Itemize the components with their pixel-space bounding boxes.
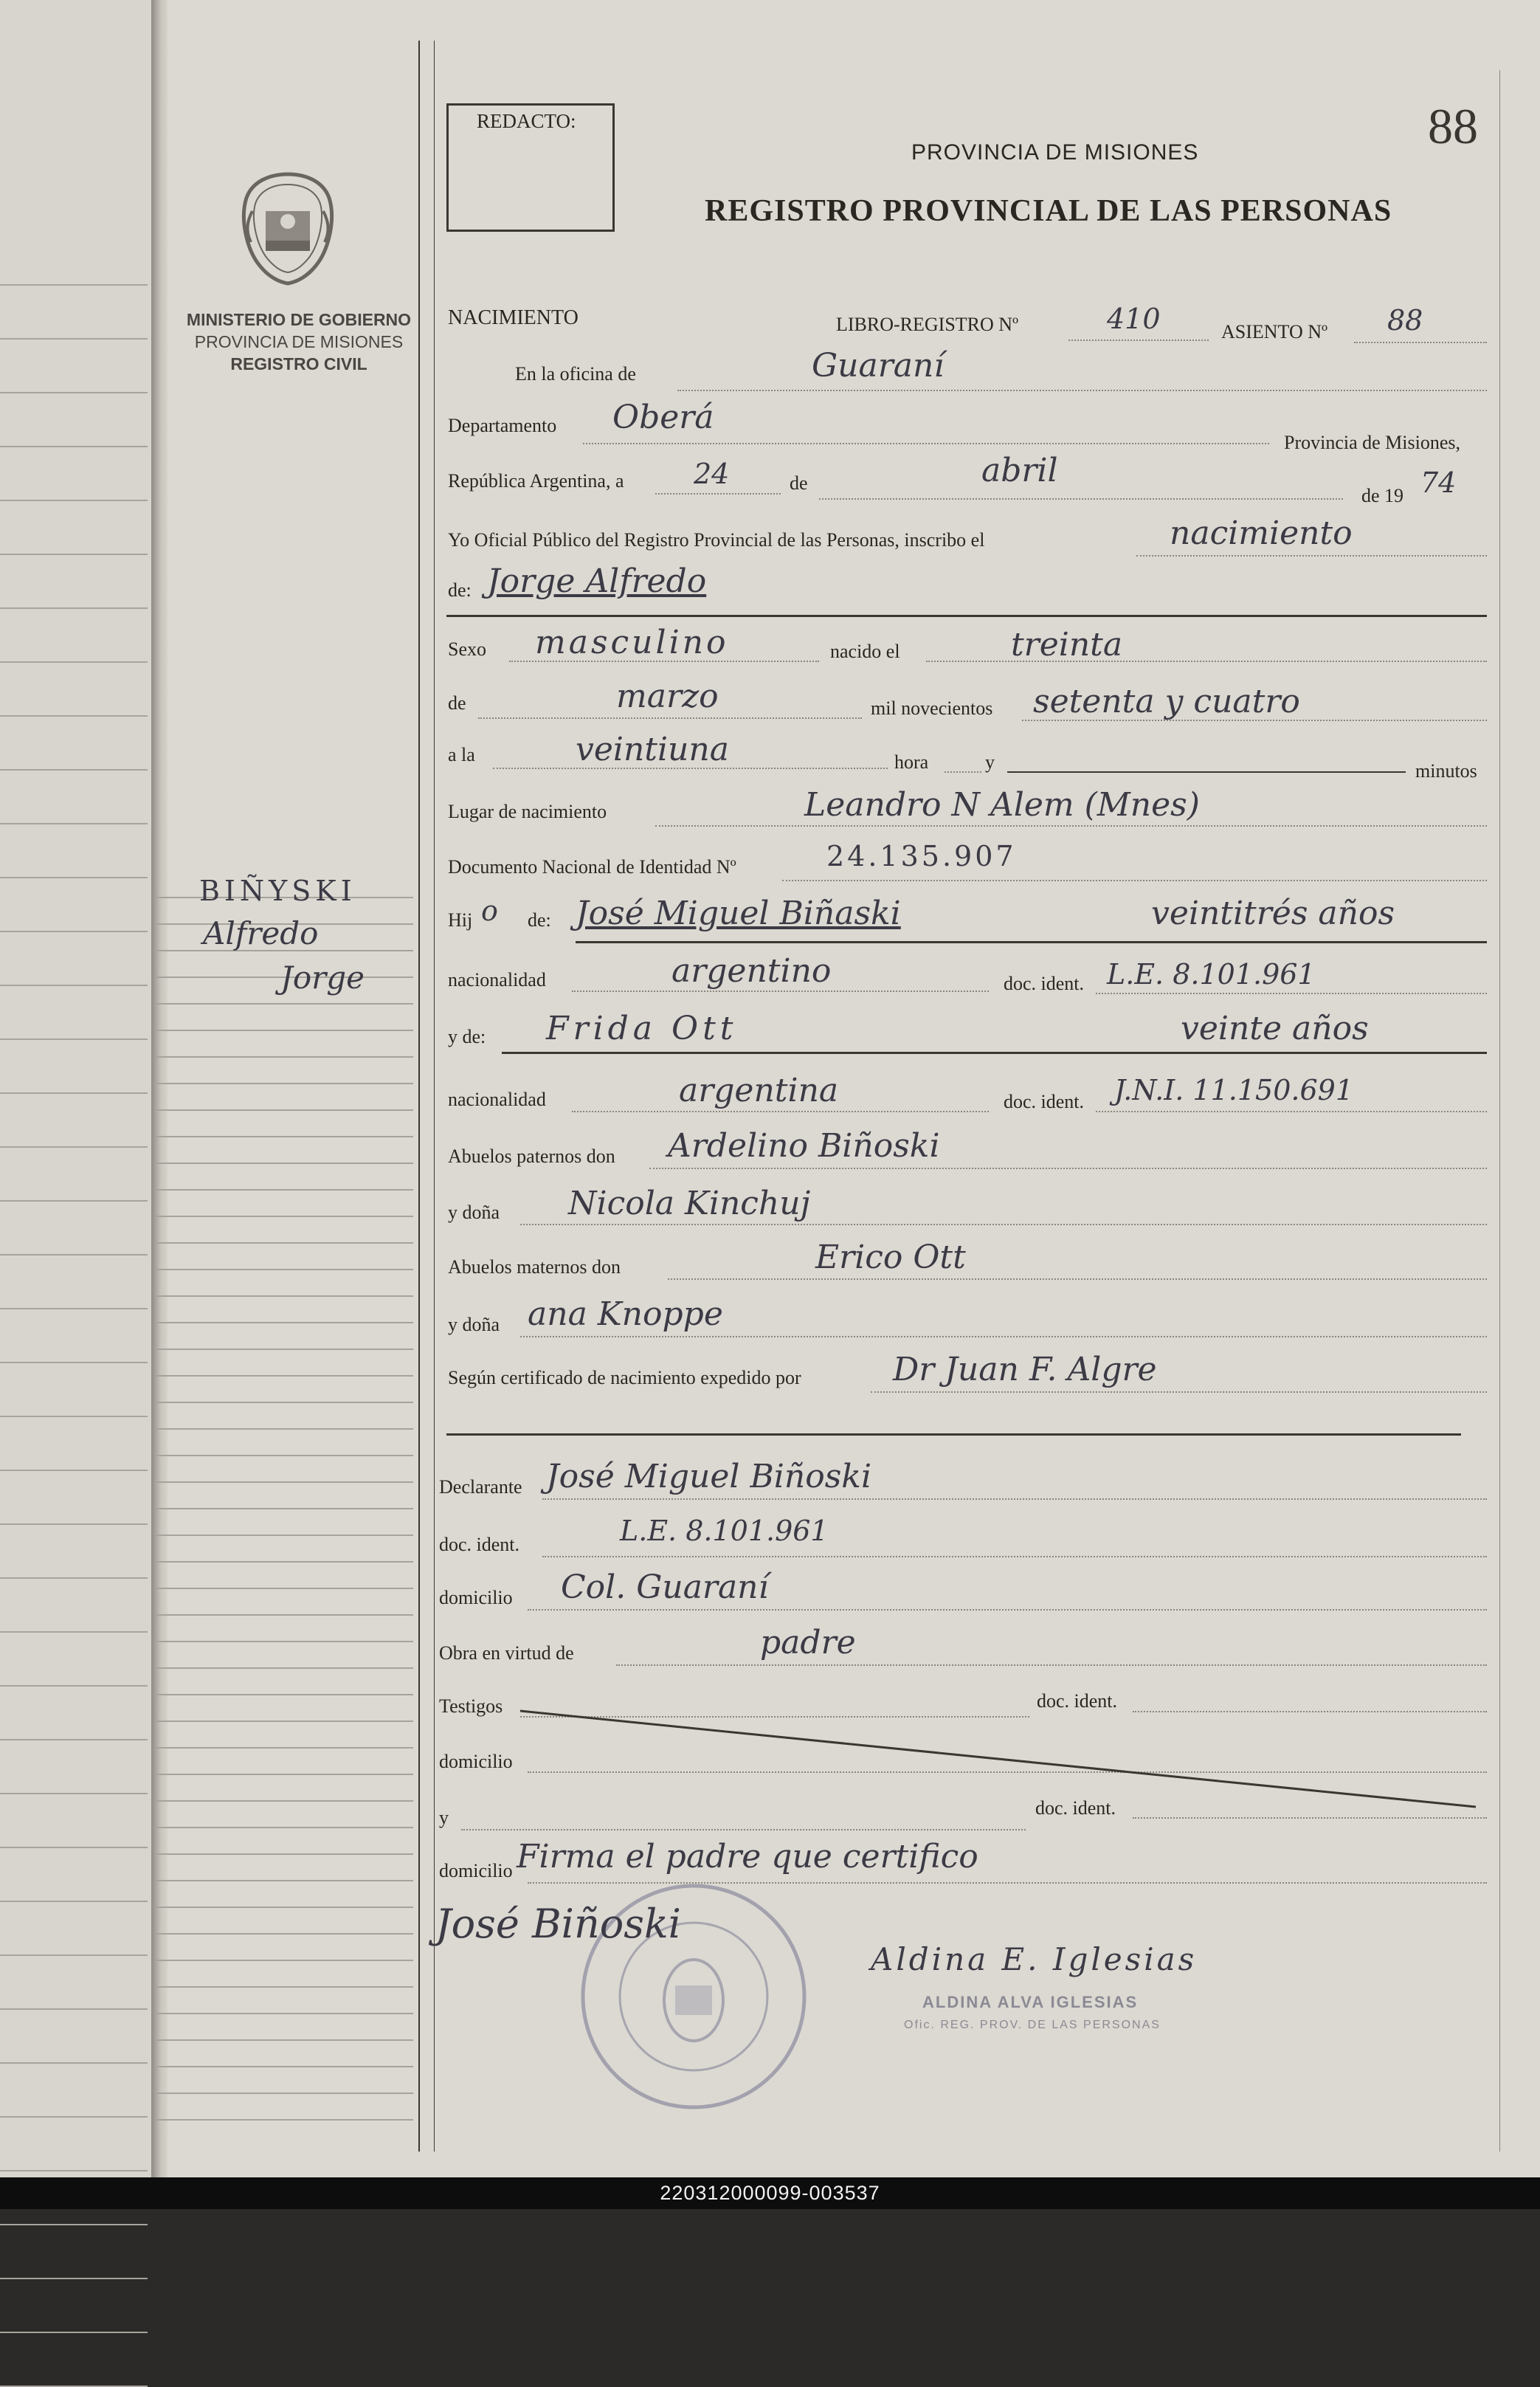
lugar-label: Lugar de nacimiento xyxy=(448,801,607,822)
y-dona-label: y doña xyxy=(448,1202,500,1223)
obra-value: padre xyxy=(760,1624,856,1661)
doc-ident-2-label: doc. ident. xyxy=(1004,1091,1085,1112)
doc-ident-label: doc. ident. xyxy=(1004,973,1085,994)
minutos-label: minutos xyxy=(1415,760,1477,782)
nacido-anio-value: setenta y cuatro xyxy=(1033,683,1300,720)
republica-label: República Argentina, a xyxy=(448,470,624,492)
nota-value: Firma el padre que certifico xyxy=(517,1838,978,1876)
margin-given-name-1: Alfredo xyxy=(203,915,319,951)
anio-value: 74 xyxy=(1420,466,1457,499)
y-2-label: y xyxy=(439,1807,449,1828)
declarante-doc-value: L.E. 8.101.961 xyxy=(620,1515,829,1547)
hijo-label: Hij xyxy=(448,909,473,931)
ministry-line-2: PROVINCIA DE MISIONES xyxy=(194,332,404,351)
domicilio-value: Col. Guaraní xyxy=(561,1568,769,1606)
padre-nac-value: argentino xyxy=(671,952,832,990)
abuelos-pat-label: Abuelos paternos don xyxy=(448,1146,615,1167)
acto-value: nacimiento xyxy=(1170,514,1353,552)
document-id: 220312000099-003537 xyxy=(660,2182,880,2204)
certificado-label: Según certificado de nacimiento expedido por xyxy=(448,1367,801,1388)
y-de-label: y de: xyxy=(448,1026,486,1047)
oficina-value: Guaraní xyxy=(812,347,945,385)
declarante-label: Declarante xyxy=(439,1476,522,1498)
sexo-label: Sexo xyxy=(448,638,486,660)
nacido-dia-value: treinta xyxy=(1011,626,1123,664)
mil-label: mil novecientos xyxy=(871,698,993,719)
oficial-label: Yo Oficial Público del Registro Provincial de las Personas, inscribo el xyxy=(448,529,985,551)
redacto-label: REDACTO: xyxy=(477,110,576,132)
margin-surname: BIÑYSKI xyxy=(199,875,356,907)
departamento-value: Oberá xyxy=(612,399,714,436)
ministry-line-1: MINISTERIO DE GOBIERNO xyxy=(186,310,412,329)
padre-edad-value: veintitrés años xyxy=(1151,895,1395,932)
domicilio-label: domicilio xyxy=(439,1587,513,1608)
certificado-value: Dr Juan F. Algre xyxy=(893,1351,1157,1388)
y-label: y xyxy=(985,751,995,773)
ministry-line-3: REGISTRO CIVIL xyxy=(230,354,367,373)
madre-doc-value: J.N.I. 11.150.691 xyxy=(1114,1074,1354,1106)
nombre-value: Jorge Alfredo xyxy=(487,562,707,600)
madre-nac-value: argentina xyxy=(679,1072,839,1109)
abuelo-mat-value: Erico Ott xyxy=(815,1239,966,1276)
madre-value: Frida Ott xyxy=(546,1010,738,1047)
y-dona-2-label: y doña xyxy=(448,1314,500,1335)
de-colon-label: de: xyxy=(448,579,472,601)
nacionalidad-2-label: nacionalidad xyxy=(448,1089,546,1110)
official-stamp-title: Ofic. REG. PROV. DE LAS PERSONAS xyxy=(904,2019,1161,2031)
domicilio-3-label: domicilio xyxy=(439,1860,513,1881)
provincia-label: Provincia de Misiones, xyxy=(1284,432,1461,453)
dni-value: 24.135.907 xyxy=(826,840,1017,872)
abuelos-mat-label: Abuelos maternos don xyxy=(448,1256,621,1278)
libro-value: 410 xyxy=(1107,303,1161,335)
abuela-pat-value: Nicola Kinchuj xyxy=(568,1185,811,1222)
mes-value: abril xyxy=(981,452,1058,489)
margin-given-name-2: Jorge xyxy=(280,960,365,996)
hijo-de-label: de: xyxy=(528,909,551,931)
nacido-mes-value: marzo xyxy=(616,678,719,715)
hijo-suffix-value: o xyxy=(481,895,498,927)
page-number: 88 xyxy=(1428,98,1478,154)
province-title: PROVINCIA DE MISIONES xyxy=(911,140,1199,165)
obra-label: Obra en virtud de xyxy=(439,1642,574,1664)
official-stamp-name: ALDINA ALVA IGLESIAS xyxy=(922,1993,1139,2011)
oficina-label: En la oficina de xyxy=(515,363,636,385)
registry-title: REGISTRO PROVINCIAL DE LAS PERSONAS xyxy=(705,194,1392,228)
madre-edad-value: veinte años xyxy=(1181,1010,1369,1047)
sexo-value: masculino xyxy=(535,624,729,661)
left-page-rule xyxy=(0,2224,148,2225)
hora-label: hora xyxy=(894,751,929,773)
hora-value: veintiuna xyxy=(576,731,729,768)
asiento-value: 88 xyxy=(1387,304,1423,337)
doc-ident-3-label: doc. ident. xyxy=(439,1534,520,1555)
left-page-rule xyxy=(0,2278,148,2279)
de2-label: de xyxy=(448,692,466,714)
asiento-label: ASIENTO Nº xyxy=(1221,321,1328,342)
domicilio-2-label: domicilio xyxy=(439,1751,513,1772)
dni-label: Documento Nacional de Identidad Nº xyxy=(448,856,736,878)
declarante-value: José Miguel Biñoski xyxy=(546,1458,872,1495)
lugar-value: Leandro N Alem (Mnes) xyxy=(804,786,1200,824)
testigos-label: Testigos xyxy=(439,1695,503,1717)
libro-label: LIBRO-REGISTRO Nº xyxy=(836,314,1019,335)
anio-label: de 19 xyxy=(1361,485,1404,506)
declarant-signature: José Biñoski xyxy=(435,1901,681,1947)
dia-value: 24 xyxy=(694,458,730,490)
a-la-label: a la xyxy=(448,744,475,765)
left-page-rule xyxy=(0,2332,148,2333)
abuela-mat-value: ana Knoppe xyxy=(528,1295,723,1333)
abuelo-pat-value: Ardelino Biñoski xyxy=(668,1127,940,1165)
nacimiento-label: NACIMIENTO xyxy=(448,306,579,329)
padre-value: José Miguel Biñaski xyxy=(576,895,901,932)
de-label: de xyxy=(790,472,808,494)
doc-ident-4-label: doc. ident. xyxy=(1037,1690,1118,1712)
padre-doc-value: L.E. 8.101.961 xyxy=(1107,958,1316,991)
official-signature: Aldina E. Iglesias xyxy=(871,1941,1198,1977)
footer-bar xyxy=(0,2177,1540,2209)
departamento-label: Departamento xyxy=(448,415,557,436)
doc-ident-5-label: doc. ident. xyxy=(1035,1797,1116,1819)
nacido-label: nacido el xyxy=(830,641,900,662)
nacionalidad-label: nacionalidad xyxy=(448,969,546,991)
